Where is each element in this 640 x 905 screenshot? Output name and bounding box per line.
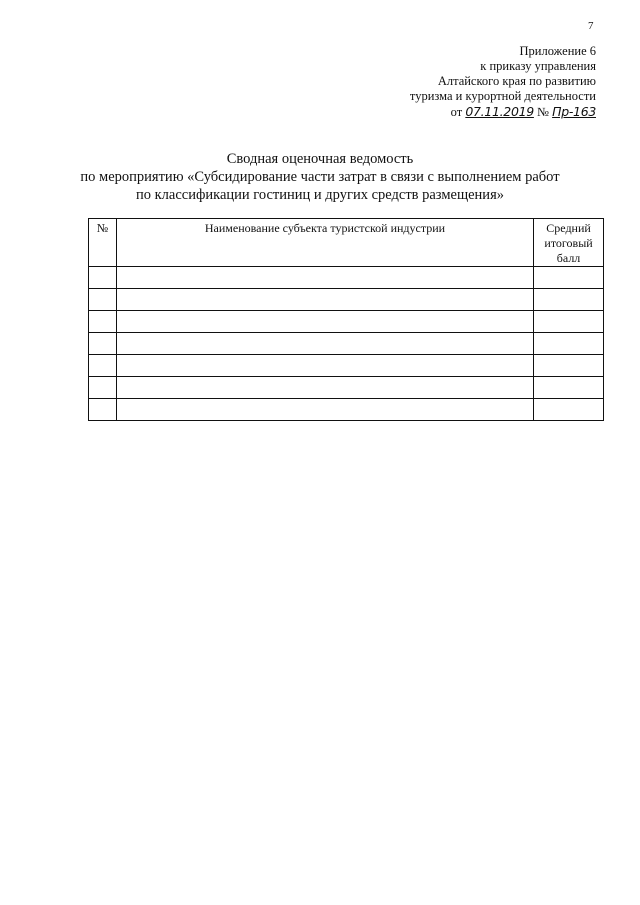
order-reference (266, 104, 596, 120)
order-date: 07.11.2019 (465, 104, 534, 119)
cell-entity-name (116, 377, 533, 399)
cell-number (89, 311, 117, 333)
header-score-line: итоговый (544, 236, 593, 250)
appendix-line: туризма и курортной деятельности (409, 89, 596, 103)
table-row (89, 377, 604, 399)
appendix-line: к приказу управления (480, 59, 596, 73)
document-title (70, 150, 570, 204)
table-row (89, 311, 604, 333)
order-prefix: от (450, 105, 463, 119)
header-number: № (89, 219, 117, 267)
header-average-score (534, 219, 604, 267)
cell-number (89, 355, 117, 377)
table-header-row (89, 219, 604, 267)
cell-entity-name (116, 399, 533, 421)
cell-score (534, 289, 604, 311)
title-line: по мероприятию «Субсидирование части затрат в связи с выполнением работ (80, 169, 560, 185)
header-entity-name: Наименование субъекта туристской индустрии (116, 219, 533, 267)
cell-entity-name (116, 355, 533, 377)
order-number-prefix: № (537, 105, 549, 119)
appendix-line: Приложение 6 (519, 44, 596, 58)
cell-number (89, 267, 117, 289)
cell-entity-name (116, 267, 533, 289)
cell-score (534, 333, 604, 355)
cell-entity-name (116, 311, 533, 333)
header-score-line: балл (556, 251, 581, 265)
order-number: Пр-163 (552, 104, 596, 119)
table-row (89, 267, 604, 289)
title-line: по классификации гостиниц и других средств размещения» (135, 187, 504, 203)
cell-score (534, 355, 604, 377)
cell-score (534, 311, 604, 333)
cell-number (89, 377, 117, 399)
title-line: Сводная оценочная ведомость (226, 151, 414, 167)
cell-score (534, 377, 604, 399)
summary-table (88, 218, 604, 421)
table-row (89, 399, 604, 421)
appendix-line: Алтайского края по развитию (437, 74, 596, 88)
page-number: 7 (588, 20, 594, 32)
header-score-line: Средний (546, 221, 591, 235)
cell-number (89, 289, 117, 311)
cell-score (534, 267, 604, 289)
cell-entity-name (116, 333, 533, 355)
cell-number (89, 333, 117, 355)
cell-number (89, 399, 117, 421)
table-row (89, 333, 604, 355)
cell-score (534, 399, 604, 421)
table-row (89, 289, 604, 311)
appendix-header (266, 44, 596, 120)
table-row (89, 355, 604, 377)
cell-entity-name (116, 289, 533, 311)
